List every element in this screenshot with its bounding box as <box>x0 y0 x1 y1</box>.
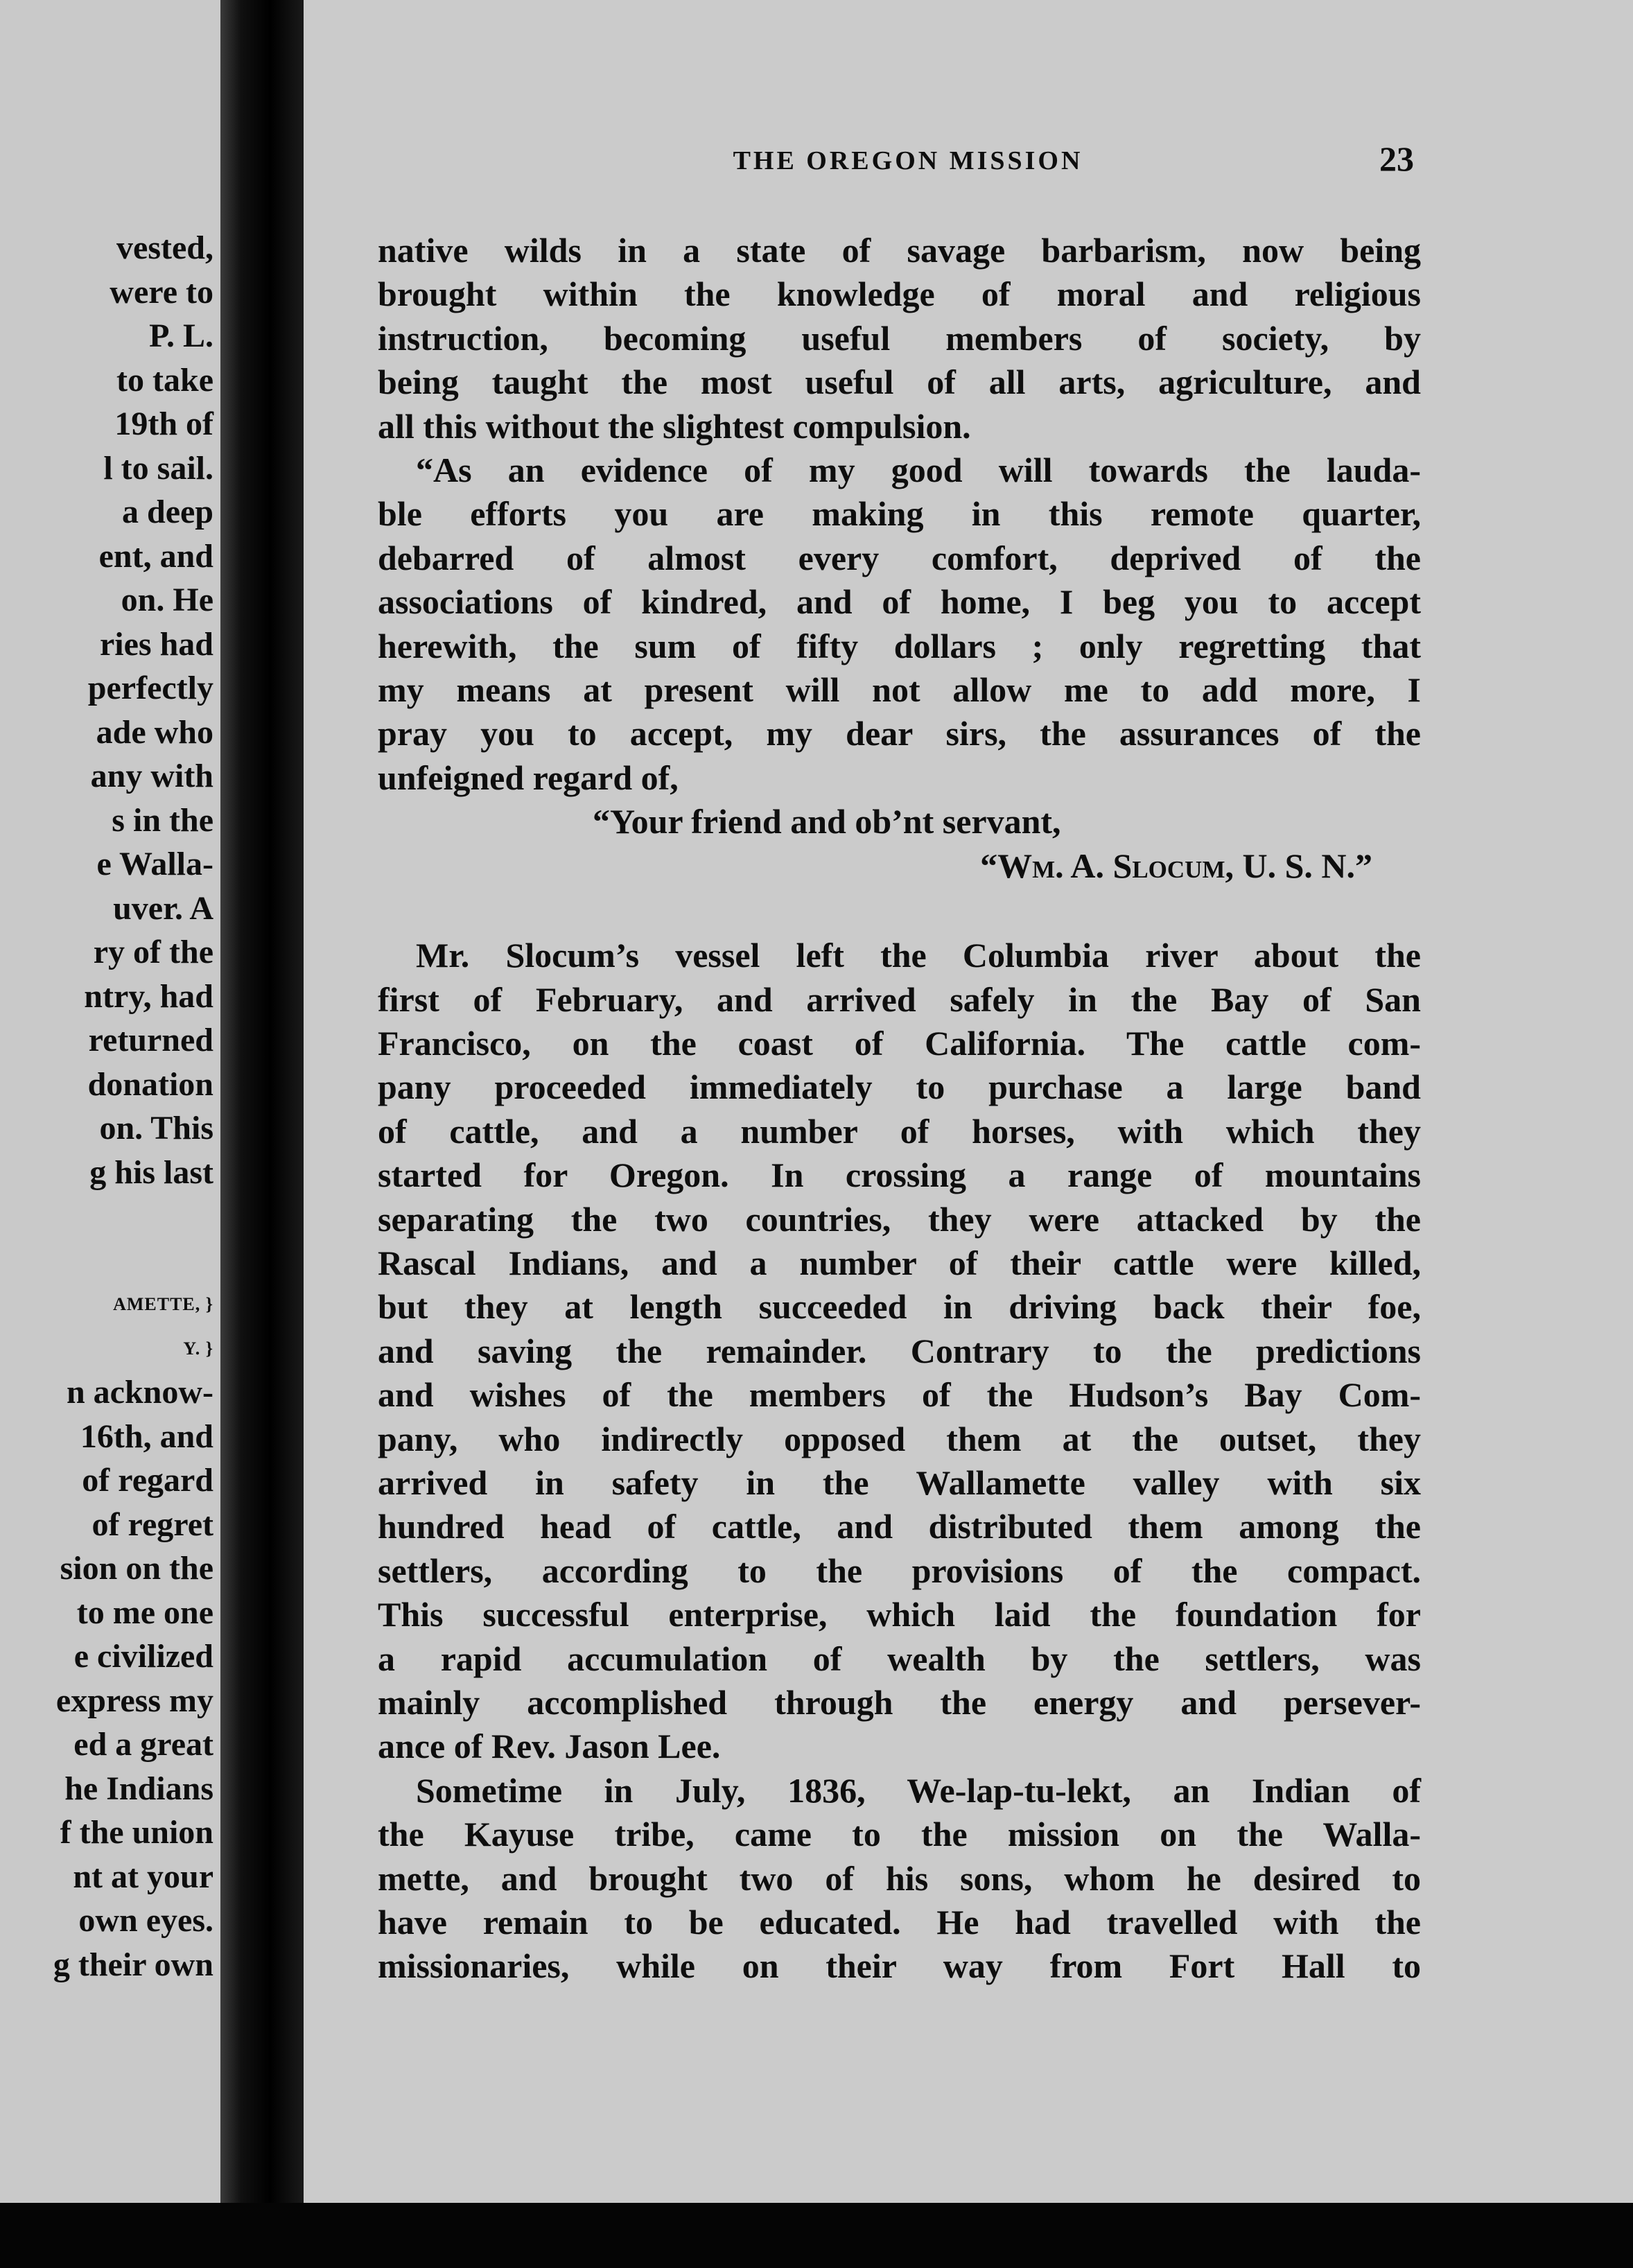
text-line: the Kayuse tribe, came to the mission on the Walla- <box>378 1815 1421 1854</box>
left-page-line: to me one <box>76 1594 213 1631</box>
left-page-line: he Indians <box>64 1770 213 1807</box>
left-page-line: donation <box>87 1065 213 1103</box>
text-line: all this without the slightest compulsion. <box>378 406 971 446</box>
left-page-line: l to sail. <box>103 449 213 487</box>
left-page-line: ry of the <box>93 934 213 970</box>
text-line: herewith, the sum of fifty dollars ; only regretting that <box>378 626 1421 665</box>
left-page-line: of regret <box>91 1506 213 1543</box>
text-line: pany proceeded immediately to purchase a large band <box>378 1067 1421 1107</box>
left-page-line: a deep <box>122 494 213 530</box>
text-line: ance of Rev. Jason Lee. <box>378 1727 721 1766</box>
text-line: “As an evidence of my good will towards the lauda- <box>416 451 1421 490</box>
page-number: 23 <box>1379 139 1414 178</box>
left-page-line: on. This <box>99 1110 213 1146</box>
text-line: pray you to accept, my dear sirs, the assurances of the <box>378 714 1421 753</box>
left-page-line: ntry, had <box>84 977 213 1015</box>
left-page-line: e civilized <box>73 1638 213 1675</box>
left-page-line: Y. } <box>183 1338 213 1359</box>
signature-name: “Wm. A. Slocum, U. S. N.” <box>980 846 1372 885</box>
text-line: settlers, according to the provisions of the compact. <box>378 1551 1421 1590</box>
running-head: THE OREGON MISSION <box>733 146 1083 175</box>
text-line: brought within the knowledge of moral and religious <box>378 274 1421 314</box>
text-line: first of February, and arrived safely in the Bay of San <box>378 979 1421 1019</box>
left-page-line: ries had <box>99 625 213 663</box>
left-page-line: uver. A <box>113 889 213 927</box>
text-line: pany, who indirectly opposed them at the outset, they <box>378 1419 1421 1458</box>
text-line: mainly accomplished through the energy and persever- <box>378 1683 1421 1722</box>
scan-bottom-edge <box>0 2203 1633 2268</box>
left-page-line: e Walla- <box>96 846 213 882</box>
text-line: Rascal Indians, and a number of their cattle were killed, <box>378 1243 1421 1282</box>
left-page-line: f the union <box>60 1814 213 1851</box>
left-page-line: 16th, and <box>80 1418 213 1455</box>
left-page-line: express my <box>55 1682 213 1719</box>
left-page-lines-top <box>6 226 213 1194</box>
left-page-line: returned <box>88 1022 213 1058</box>
left-page-line: were to <box>110 273 213 311</box>
left-page-line: vested, <box>116 229 213 266</box>
text-line: started for Oregon. In crossing a range of mountains <box>378 1155 1421 1195</box>
text-line: and saving the remainder. Contrary to the predictions <box>378 1331 1421 1370</box>
text-line: have remain to be educated. He had travelled with the <box>378 1903 1421 1942</box>
text-line: debarred of almost every comfort, deprived of the <box>378 538 1421 577</box>
text-line: Mr. Slocum’s vessel left the Columbia river about the <box>416 936 1421 975</box>
text-line: Sometime in July, 1836, We-lap-tu-lekt, an Indian of <box>416 1770 1421 1810</box>
text-line: and wishes of the members of the Hudson’s Bay Com- <box>378 1375 1421 1415</box>
text-line: separating the two countries, they were attacked by the <box>378 1199 1421 1239</box>
text-line: ble efforts you are making in this remote quarter, <box>378 494 1421 534</box>
left-page-line: P. L. <box>149 317 213 354</box>
left-page-line: on. He <box>121 582 213 618</box>
text-line: a rapid accumulation of wealth by the settlers, was <box>378 1639 1421 1678</box>
paragraph-slocum-vessel <box>378 934 1421 1769</box>
left-page-line: 19th of <box>114 405 213 442</box>
letter-excerpt <box>378 229 1421 800</box>
left-page-fragment <box>0 0 220 2268</box>
text-line: arrived in safety in the Wallamette valley with six <box>378 1463 1421 1502</box>
left-page-line: of regard <box>82 1462 213 1499</box>
left-page-gap <box>6 1194 213 1282</box>
left-page-line: s in the <box>112 801 213 839</box>
paragraph-we-lap-tu-lekt <box>378 1769 1421 1989</box>
left-page-line: n acknow- <box>66 1374 213 1411</box>
book-gutter <box>220 0 304 2268</box>
text-line: hundred head of cattle, and distributed them among the <box>378 1507 1421 1546</box>
text-line: This successful enterprise, which laid the foundation for <box>378 1595 1421 1634</box>
left-page-line: sion on the <box>60 1550 213 1587</box>
left-page-line: ent, and <box>98 537 213 575</box>
left-page-line: own eyes. <box>78 1902 213 1939</box>
page-body-text <box>378 229 1421 1989</box>
text-line: Francisco, on the coast of California. The cattle com- <box>378 1023 1421 1063</box>
text-line: being taught the most useful of all arts, agriculture, and <box>378 363 1421 402</box>
left-page-line: g their own <box>53 1946 213 1983</box>
section-spacer <box>378 888 1421 934</box>
left-page-line: g his last <box>89 1153 213 1191</box>
text-line: instruction, becoming useful members of society, by <box>378 318 1421 358</box>
left-page-line: any with <box>90 758 213 794</box>
left-page-line: nt at your <box>73 1858 213 1895</box>
text-line: but they at length succeeded in driving back their foe, <box>378 1287 1421 1327</box>
text-line: mette, and brought two of his sons, whom he desired to <box>378 1858 1421 1898</box>
left-page-line: ade who <box>96 713 213 751</box>
text-line: of cattle, and a number of horses, with which they <box>378 1111 1421 1151</box>
text-line: associations of kindred, and of home, I beg you to accept <box>378 582 1421 622</box>
signature-closing: “Your friend and ob’nt servant, <box>593 802 1061 841</box>
left-page-lines-bottom <box>6 1282 213 1987</box>
letter-signature <box>378 800 1421 888</box>
left-page-text <box>6 226 213 1987</box>
text-line: missionaries, while on their way from Fort Hall to <box>378 1946 1421 1986</box>
left-page-line: to take <box>116 361 213 399</box>
left-page-line: ed a great <box>73 1726 213 1763</box>
left-page-line: AMETTE, } <box>113 1294 213 1314</box>
left-page-line: perfectly <box>87 670 213 706</box>
text-line: unfeigned regard of, <box>378 758 679 797</box>
text-line: native wilds in a state of savage barbarism, now being <box>378 231 1421 270</box>
text-line: my means at present will not allow me to add more, I <box>378 670 1421 710</box>
